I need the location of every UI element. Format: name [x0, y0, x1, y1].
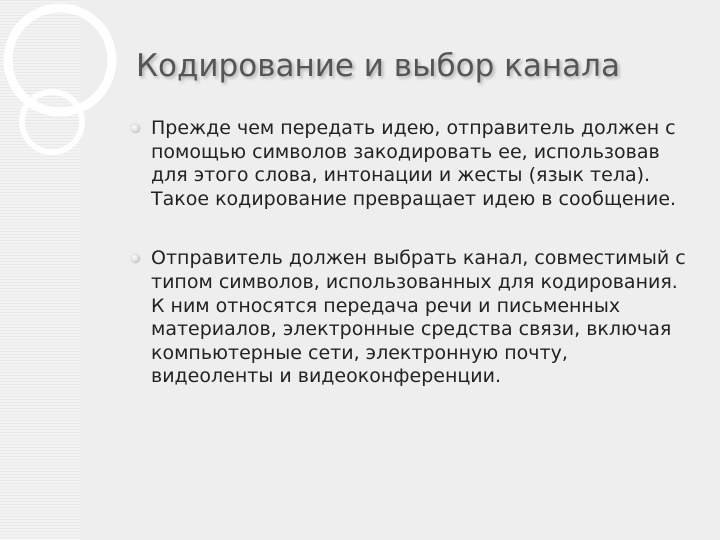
bullet-item	[126, 247, 686, 389]
bullet-text: Прежде чем передать идею, отправитель должен с помощью символов закодировать ее, использовав для этого слова, интонации и жесты (язык тела). Такое кодирование превращает идею в сообщение.	[151, 117, 677, 210]
decorative-circle-small	[22, 92, 82, 152]
slide-title: Кодирование и выбор канала	[136, 48, 620, 84]
bullet-icon	[131, 124, 140, 133]
bullet-item	[126, 117, 686, 211]
bullet-list	[126, 117, 686, 425]
decorative-circle-large	[8, 8, 112, 112]
decorative-circles	[0, 0, 140, 220]
bullet-icon	[131, 254, 140, 263]
bullet-text: Отправитель должен выбрать канал, совместимый с типом символов, использованных для кодирования. К ним относятся передача речи и письменных материалов, электронные средства связи, включая компьютерные сети, электронную почту, видеоленты и видеоконференции.	[151, 247, 686, 388]
